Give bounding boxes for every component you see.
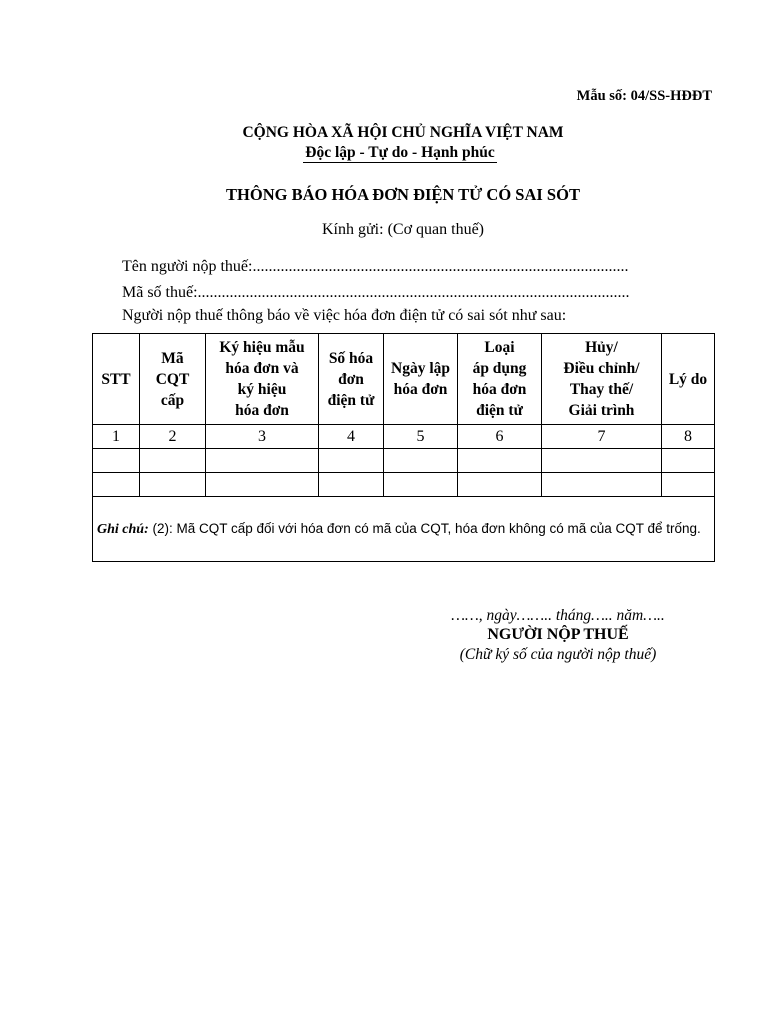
table-cell: [206, 449, 319, 473]
column-header: Hủy/ Điều chỉnh/ Thay thế/ Giải trình: [542, 334, 662, 425]
motto-text: Độc lập - Tự do - Hạnh phúc: [305, 144, 495, 161]
column-header: Loại áp dụng hóa đơn điện tử: [458, 334, 542, 425]
column-header: Ký hiệu mẫu hóa đơn và ký hiệu hóa đơn: [206, 334, 319, 425]
document-title: THÔNG BÁO HÓA ĐƠN ĐIỆN TỬ CÓ SAI SÓT: [226, 185, 580, 204]
table-cell: [542, 449, 662, 473]
recipient-line: Kính gửi: (Cơ quan thuế): [322, 221, 484, 238]
table-cell: [384, 473, 458, 497]
column-number: 5: [384, 425, 458, 449]
table-cell: [662, 449, 715, 473]
table-cell: [140, 449, 206, 473]
intro-text: Người nộp thuế thông báo về việc hóa đơn điện tử có sai sót như sau:: [122, 307, 567, 324]
column-number: 8: [662, 425, 715, 449]
column-number: 4: [319, 425, 384, 449]
table-cell: [140, 473, 206, 497]
table-cell: [93, 449, 140, 473]
column-header: STT: [93, 334, 140, 425]
table-cell: [206, 473, 319, 497]
error-invoice-table: [92, 333, 715, 562]
table-cell: [319, 449, 384, 473]
signer-title: NGƯỜI NỘP THUẾ: [487, 626, 629, 643]
table-cell: [384, 449, 458, 473]
table-note: [93, 497, 715, 562]
national-title: CỘNG HÒA XÃ HỘI CHỦ NGHĨA VIỆT NAM: [242, 124, 564, 141]
note-label: Ghi chú:: [97, 521, 149, 537]
tax-code-field: Mã số thuế:............................................................................................................: [122, 284, 630, 301]
note-text: (2): Mã CQT cấp đối với hóa đơn có mã của CQT, hóa đơn không có mã của CQT để trống.: [148, 520, 701, 536]
column-number: 1: [93, 425, 140, 449]
form-code: Mẫu số: 04/SS-HĐĐT: [576, 88, 712, 104]
national-motto: [0, 144, 768, 162]
table-cell: [319, 473, 384, 497]
table-cell: [93, 473, 140, 497]
column-number: 3: [206, 425, 319, 449]
column-header: Số hóa đơn điện tử: [319, 334, 384, 425]
table-row: [93, 473, 715, 497]
signature-note: (Chữ ký số của người nộp thuế): [459, 646, 657, 663]
table-number-row: [93, 425, 715, 449]
table-cell: [662, 473, 715, 497]
column-header: Mã CQT cấp: [140, 334, 206, 425]
column-number: 2: [140, 425, 206, 449]
column-number: 6: [458, 425, 542, 449]
table-row: [93, 449, 715, 473]
table-cell: [458, 449, 542, 473]
column-number: 7: [542, 425, 662, 449]
column-header: Lý do: [662, 334, 715, 425]
table-header-row: [93, 334, 715, 425]
column-header: Ngày lập hóa đơn: [384, 334, 458, 425]
table-cell: [542, 473, 662, 497]
date-line: ……, ngày…….. tháng….. năm…..: [451, 607, 665, 624]
table-note-row: [93, 497, 715, 562]
table-cell: [458, 473, 542, 497]
taxpayer-name-field: Tên người nộp thuế:..............................................................................................: [122, 258, 629, 275]
